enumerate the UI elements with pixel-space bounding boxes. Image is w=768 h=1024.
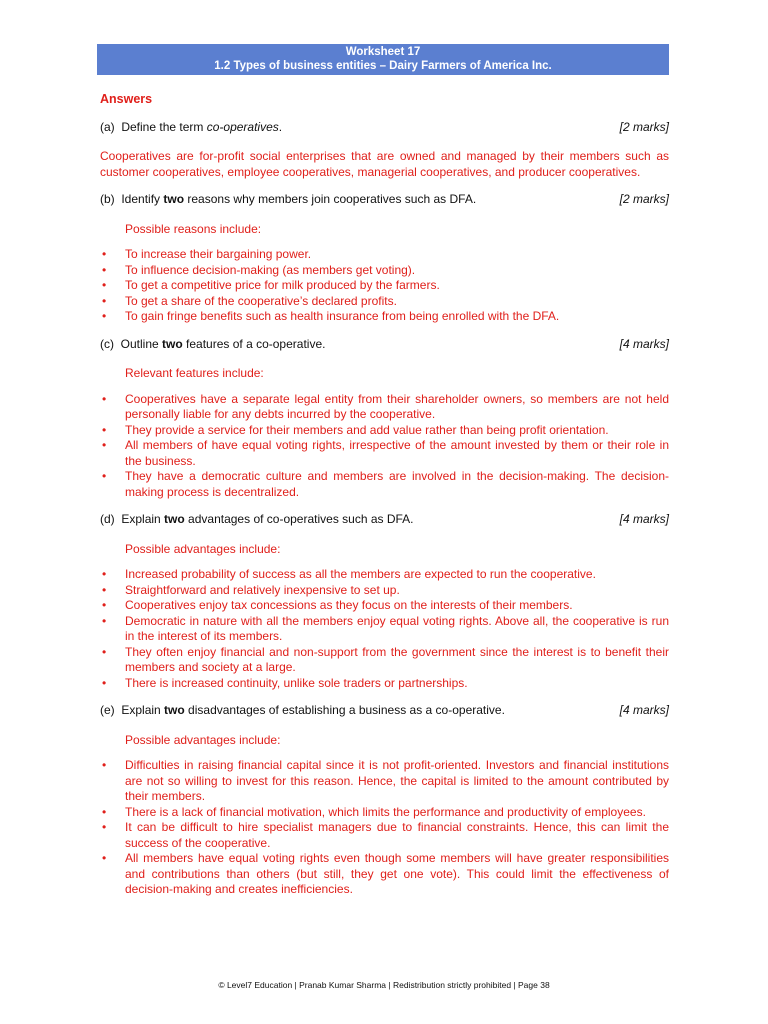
list-item: • Cooperatives have a separate legal entity from their shareholder owners, so members are not held personally liable for any debts incurred by the cooperative. <box>100 392 669 423</box>
list-item: • To get a competitive price for milk produced by the farmers. <box>100 278 669 294</box>
question-e <box>100 703 669 719</box>
list-item: • Straightforward and relatively inexpensive to set up. <box>100 583 669 599</box>
list-item: • To gain fringe benefits such as health insurance from being enrolled with the DFA. <box>100 309 669 325</box>
answer-a: Cooperatives are for-profit social enterprises that are owned and managed by their members such as customer cooperatives, employee cooperatives, managerial cooperatives, and producer cooperatives. <box>100 149 669 179</box>
list-item: • They provide a service for their members and add value rather than being profit orientation. <box>100 423 669 439</box>
list-item: • They often enjoy financial and non-support from the government since the interest is to benefit their members and society at a large. <box>100 645 669 676</box>
answer-c-list <box>100 392 669 501</box>
question-c <box>100 337 669 353</box>
list-item: • Increased probability of success as all the members are expected to run the cooperative. <box>100 567 669 583</box>
question-d-marks: [4 marks] <box>619 512 669 526</box>
answer-d-intro: Possible advantages include: <box>125 541 281 556</box>
worksheet-number: Worksheet 17 <box>345 46 421 58</box>
question-e-marks: [4 marks] <box>619 703 669 717</box>
answers-heading: Answers <box>100 92 153 106</box>
list-item: • All members have equal voting rights even though some members will have greater responsibilities and contributions than others (but still, they get one vote). This could limit the effectiveness of decision-making and creates inefficiencies. <box>100 851 669 898</box>
question-b-text: (b) Identify two reasons why members join cooperatives such as DFA. <box>100 192 477 206</box>
worksheet-header <box>97 44 669 75</box>
answer-e-list <box>100 758 669 898</box>
question-e-text: (e) Explain two disadvantages of establishing a business as a co-operative. <box>100 703 505 717</box>
list-item: • They have a democratic culture and members are involved in the decision-making. The decision-making process is decentralized. <box>100 469 669 500</box>
list-item: • To increase their bargaining power. <box>100 247 669 263</box>
question-a <box>100 120 669 136</box>
answer-b-list <box>100 247 669 325</box>
list-item: • To get a share of the cooperative’s declared profits. <box>100 294 669 310</box>
list-item: • All members of have equal voting rights, irrespective of the amount invested by them or their role in the business. <box>100 438 669 469</box>
question-a-text: (a) Define the term co-operatives. <box>100 119 283 134</box>
list-item: • It can be difficult to hire specialist managers due to financial constraints. Hence, this can limit the success of the cooperative. <box>100 820 669 851</box>
page-footer: © Level7 Education | Pranab Kumar Sharma | Redistribution strictly prohibited | Page 38 <box>218 980 550 990</box>
question-b-marks: [2 marks] <box>619 192 669 206</box>
list-item: • Democratic in nature with all the members enjoy equal voting rights. Above all, the cooperative is run in the interest of its members. <box>100 614 669 645</box>
list-item: • To influence decision-making (as members get voting). <box>100 263 669 279</box>
question-b <box>100 192 669 208</box>
list-item: • Cooperatives enjoy tax concessions as they focus on the interests of their members. <box>100 598 669 614</box>
worksheet-topic: 1.2 Types of business entities – Dairy Farmers of America Inc. <box>214 60 552 72</box>
question-d <box>100 512 669 528</box>
question-d-text: (d) Explain two advantages of co-operatives such as DFA. <box>100 512 414 526</box>
answer-d-list <box>100 567 669 691</box>
list-item: • There is a lack of financial motivation, which limits the performance and productivity of employees. <box>100 805 669 821</box>
list-item: • Difficulties in raising financial capital since it is not profit-oriented. Investors and financial institutions are not so willing to invest for this reason. Hence, the capital is limited to the amount contributed by their members. <box>100 758 669 805</box>
question-a-marks: [2 marks] <box>619 119 669 134</box>
list-item: • There is increased continuity, unlike sole traders or partnerships. <box>100 676 669 692</box>
worksheet-content <box>100 92 669 898</box>
question-c-text: (c) Outline two features of a co-operative. <box>100 336 326 351</box>
answer-b-intro: Possible reasons include: <box>125 221 262 236</box>
question-c-marks: [4 marks] <box>619 336 669 351</box>
answer-c-intro: Relevant features include: <box>125 366 264 380</box>
answer-e-intro: Possible advantages include: <box>125 732 281 747</box>
